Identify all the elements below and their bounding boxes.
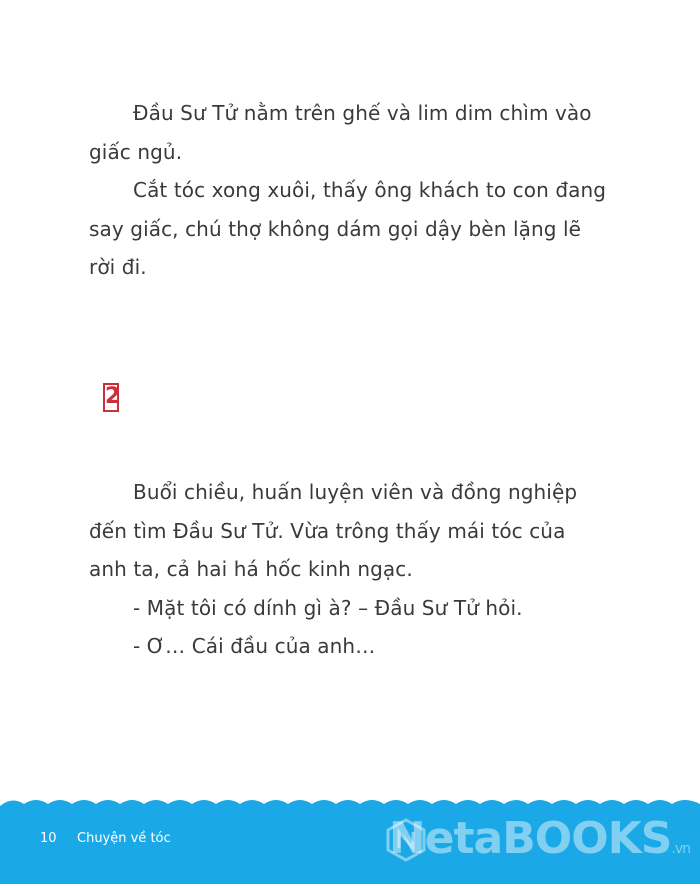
watermark-main: NetaBOOKS [388,813,672,864]
book-title: Chuyện về tóc [77,831,171,846]
footer-wave [0,794,700,884]
paragraph-5: - Ơ… Cái đầu của anh… [133,634,376,658]
paragraph-2: Cắt tóc xong xuôi, thấy ông khách to con đang say giấc, chú thợ không dám gọi dậy bèn lặng lẽ rời đi. [89,178,607,279]
paragraph-3: Buổi chiều, huấn luyện viên và đồng nghiệp đến tìm Đầu Sư Tử. Vừa trông thấy mái tóc của anh ta, cả hai há hốc kinh ngạc. [89,480,578,581]
paragraph-4: - Mặt tôi có dính gì à? – Đầu Sư Tử hỏi. [133,596,523,620]
watermark [389,813,690,864]
chapter-number-badge: 2 [103,383,119,412]
page-number: 10 [40,831,57,846]
paragraph-1: Đầu Sư Tử nằm trên ghế và lim dim chìm vào giấc ngủ. [89,101,592,164]
watermark-suffix: .vn [671,841,690,857]
